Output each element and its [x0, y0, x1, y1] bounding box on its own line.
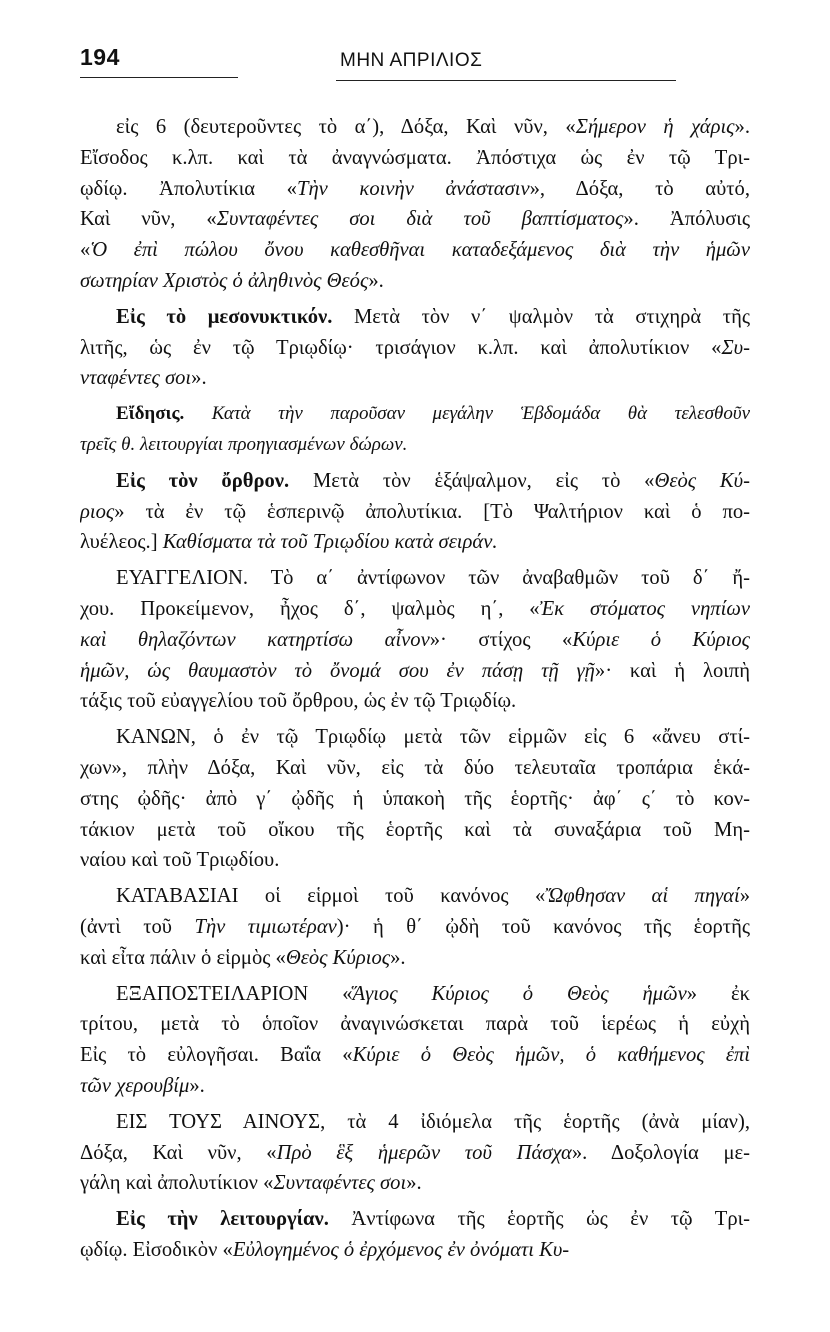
- text-line: [80, 174, 750, 205]
- text-run: Μετὰ τὸν ν΄ ψαλμὸν τὰ στιχηρὰ τῆς: [332, 305, 750, 328]
- italic-text: Κύριε ὁ Κύριος: [572, 628, 750, 651]
- text-run: ».: [406, 1172, 422, 1195]
- text-run: λιτῆς, ὡς ἐν τῷ Τριῳδίῳ· τρισάγιον κ.λπ. καὶ ἀπολυτίκιον «: [80, 336, 722, 359]
- header-rule-left: [80, 77, 238, 78]
- italic-text: Πρὸ ἓξ ἡμερῶν τοῦ Πάσχα: [276, 1141, 572, 1164]
- text-line: [80, 1071, 750, 1102]
- text-line: [80, 302, 750, 333]
- text-run: »· καὶ ἡ λοιπὴ: [594, 659, 750, 682]
- text-line: [80, 625, 750, 656]
- text-run: ». Δοξολογία με-: [571, 1141, 750, 1164]
- text-run: Μετὰ τὸν ἑξάψαλμον, εἰς τὸ «: [289, 469, 655, 492]
- bold-heading-text: Εἰς τὸν ὄρθρον.: [116, 469, 290, 492]
- italic-text: ριος: [80, 500, 115, 523]
- text-run: τάκιον μετὰ τοῦ οἴκου τῆς ἑορτῆς καὶ τὰ συναξάρια τοῦ Μη-: [80, 818, 750, 841]
- text-line: [80, 686, 750, 717]
- text-line: [80, 912, 750, 943]
- text-run: » ἐκ: [686, 982, 750, 1005]
- paragraph: [80, 722, 750, 876]
- italic-text: Σήμερον ἡ χάρις: [575, 116, 735, 138]
- paragraph: [80, 302, 750, 394]
- text-run: )· ἡ θ΄ ᾠδὴ τοῦ κανόνος τῆς ἑορτῆς: [336, 915, 750, 938]
- text-line: [80, 722, 750, 753]
- italic-text: Εὐλογημένος ὁ ἐρχόμενος ἐν ὀνόματι Κυ-: [232, 1238, 570, 1261]
- text-line: [80, 235, 750, 266]
- text-line: [80, 815, 750, 846]
- text-run: (ἀντὶ τοῦ: [80, 915, 195, 938]
- page-header: [0, 0, 830, 90]
- text-run: Δόξα, Καὶ νῦν, «: [80, 1141, 277, 1164]
- bold-heading-text: Εἴδησις.: [116, 403, 185, 425]
- text-run: ΚΑΝΩΝ, ὁ ἐν τῷ Τριῳδίῳ μετὰ τῶν εἱρμῶν εἰς 6 «ἄνευ στί-: [116, 726, 750, 749]
- text-run: χων», πλὴν Δόξα, Καὶ νῦν, εἰς τὰ δύο τελευταῖα τροπάρια ἑκά-: [80, 756, 750, 779]
- italic-text: σωτηρίαν Χριστὸς ὁ ἀληθινὸς Θεός: [80, 269, 369, 292]
- text-line: [80, 363, 750, 394]
- text-run: ΕΥΑΓΓΕΛΙΟΝ. Τὸ α΄ ἀντίφωνον τῶν ἀναβαθμῶν τοῦ δ΄ ἤ-: [116, 567, 750, 590]
- text-line: [80, 266, 750, 297]
- text-run: χου. Προκείμενον, ἦχος δ΄, ψαλμὸς η΄, «: [80, 597, 540, 620]
- italic-text: Κατὰ τὴν παροῦσαν μεγάλην Ἑβδομάδα θὰ τελεσθοῦν: [184, 403, 750, 425]
- italic-text: Θεὸς Κύ-: [654, 469, 750, 492]
- text-run: «: [80, 239, 91, 262]
- text-run: », Δόξα, τὸ αὐτό,: [529, 177, 750, 200]
- text-line: [80, 1204, 750, 1235]
- text-line: [80, 112, 750, 143]
- text-run: ».: [368, 269, 384, 292]
- text-run: εἰς 6 (δευτεροῦντες τὸ α΄), Δόξα, Καὶ νῦν, «: [116, 116, 576, 138]
- text-line: [80, 1235, 750, 1266]
- paragraph: [80, 563, 750, 717]
- text-run: στης ᾠδῆς· ἀπὸ γ΄ ᾠδῆς ἡ ὑπακοὴ τῆς ἑορτῆς· ἀφ΄ ς΄ τὸ κον-: [80, 787, 750, 810]
- text-run: καὶ εἶτα πάλιν ὁ εἱρμὸς «: [80, 946, 286, 969]
- bold-heading-text: Εἰς τὴν λειτουργίαν.: [116, 1208, 329, 1231]
- text-run: ΕΞΑΠΟΣΤΕΙΛΑΡΙΟΝ «: [116, 982, 353, 1005]
- italic-text: τῶν χερουβίμ: [80, 1074, 190, 1097]
- text-line: [80, 753, 750, 784]
- text-line: [80, 1107, 750, 1138]
- italic-text: ἡμῶν, ὡς θαυμαστὸν τὸ ὄνομά σου ἐν πάσῃ τῇ γῇ: [80, 659, 595, 682]
- text-run: »: [739, 885, 750, 908]
- body-text: [80, 112, 750, 1266]
- text-run: ΚΑΤΑΒΑΣΙΑΙ οἱ εἱρμοὶ τοῦ κανόνος «: [116, 885, 546, 908]
- italic-text: Ὁ ἐπὶ πώλου ὄνου καθεσθῆναι καταδεξάμενος διὰ τὴν ἡμῶν: [90, 239, 750, 262]
- italic-text: Ἐκ στόματος νηπίων: [539, 597, 750, 620]
- text-run: Εἰς τὸ εὐλογῆσαι. Βαΐα «: [80, 1044, 353, 1067]
- italic-text: Συνταφέντες σοι: [273, 1172, 407, 1195]
- italic-text: Θεὸς Κύριος: [285, 946, 391, 969]
- text-line: [80, 1009, 750, 1040]
- text-line: [80, 527, 750, 558]
- text-run: γάλη καὶ ἀπολυτίκιον «: [80, 1172, 274, 1195]
- text-run: τρίτου, μετὰ τὸ ὁποῖον ἀναγινώσκεται παρὰ τοῦ ἱερέως ἡ εὐχὴ: [80, 1013, 750, 1036]
- text-line: [80, 1138, 750, 1169]
- text-run: »· στίχος «: [429, 628, 573, 651]
- paragraph: [80, 881, 750, 973]
- text-line: [80, 497, 750, 528]
- italic-text: καὶ θηλαζόντων κατηρτίσω αἶνον: [80, 628, 430, 651]
- italic-text: τρεῖς θ. λειτουργίαι προηγιασμένων δώρων.: [80, 433, 408, 455]
- italic-text: Ἅγιος Κύριος ὁ Θεὸς ἡμῶν: [352, 982, 687, 1005]
- text-run: ναίου καὶ τοῦ Τριῳδίου.: [80, 849, 280, 872]
- text-line: [80, 943, 750, 974]
- text-line: [80, 204, 750, 235]
- italic-text: Συ-: [721, 336, 750, 359]
- paragraph: [80, 1204, 750, 1266]
- paragraph: [80, 979, 750, 1102]
- text-run: ῳδίῳ. Ἀπολυτίκια «: [80, 177, 297, 200]
- text-line: [80, 1040, 750, 1071]
- text-run: Ἀντίφωνα τῆς ἑορτῆς ὡς ἐν τῷ Τρι-: [328, 1208, 750, 1231]
- text-run: » τὰ ἐν τῷ ἑσπερινῷ ἀπολυτίκια. [Τὸ Ψαλτήριον καὶ ὁ πο-: [114, 500, 750, 523]
- text-line: [80, 845, 750, 876]
- italic-text: νταφέντες σοι: [80, 367, 192, 390]
- text-line: [80, 1168, 750, 1199]
- paragraph: [80, 1107, 750, 1199]
- text-line: [80, 979, 750, 1010]
- text-line: [80, 656, 750, 687]
- italic-text: Τὴν κοινὴν ἀνάστασιν: [296, 177, 530, 200]
- italic-text: Τὴν τιμιωτέραν: [194, 915, 337, 938]
- text-line: [80, 594, 750, 625]
- text-run: ».: [390, 946, 406, 969]
- text-line: [80, 430, 750, 461]
- text-line: [80, 563, 750, 594]
- text-line: [80, 399, 750, 430]
- text-line: [80, 881, 750, 912]
- header-rule-right: [336, 80, 676, 81]
- running-head: ΜΗΝ ΑΠΡΙΛΙΟΣ: [340, 50, 483, 71]
- text-run: Καὶ νῦν, «: [80, 208, 217, 231]
- text-run: λυέλεος.]: [80, 531, 163, 554]
- text-line: [80, 784, 750, 815]
- text-run: ΕΙΣ ΤΟΥΣ ΑΙΝΟΥΣ, τὰ 4 ἰδιόμελα τῆς ἑορτῆς (ἀνὰ μίαν),: [116, 1110, 750, 1133]
- text-line: [80, 466, 750, 497]
- italic-text: Ὤφθησαν αἱ πηγαί: [545, 885, 740, 908]
- text-run: ». Ἀπόλυσις: [623, 208, 750, 231]
- text-line: [80, 143, 750, 174]
- text-run: ».: [189, 1074, 205, 1097]
- text-run: ῳδίῳ. Εἰσοδικὸν «: [80, 1238, 233, 1261]
- text-run: τάξις τοῦ εὐαγγελίου τοῦ ὄρθρου, ὡς ἐν τῷ Τριῳδίῳ.: [80, 690, 517, 713]
- paragraph: [80, 399, 750, 461]
- text-run: ».: [191, 367, 207, 390]
- bold-heading-text: Εἰς τὸ μεσονυκτικόν.: [116, 305, 333, 328]
- text-run: Εἴσοδος κ.λπ. καὶ τὰ ἀναγνώσματα. Ἀπόστιχα ὡς ἐν τῷ Τρι-: [80, 146, 750, 169]
- italic-text: Συνταφέντες σοι διὰ τοῦ βαπτίσματος: [216, 208, 624, 231]
- italic-text: Καθίσματα τὰ τοῦ Τριῳδίου κατὰ σειράν.: [162, 531, 498, 554]
- text-line: [80, 333, 750, 364]
- paragraph: [80, 112, 750, 297]
- page-number: 194: [80, 44, 120, 70]
- paragraph: [80, 466, 750, 558]
- text-run: ».: [734, 116, 750, 138]
- italic-text: Κύριε ὁ Θεὸς ἡμῶν, ὁ καθήμενος ἐπὶ: [352, 1044, 750, 1067]
